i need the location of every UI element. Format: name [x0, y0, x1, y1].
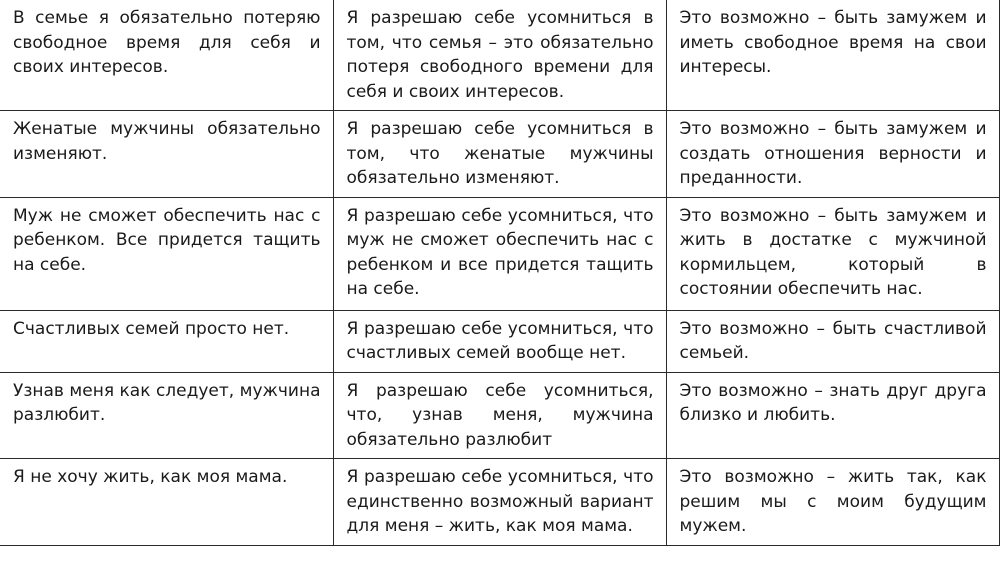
belief-cell: Счастливых семей просто нет. — [0, 310, 333, 372]
belief-cell: В семье я обязательно потеряю свободное время для себя и своих интересов. — [0, 0, 333, 111]
table-row — [0, 0, 999, 111]
belief-cell: Узнав меня как следует, мужчина разлюбит. — [0, 372, 333, 459]
doubt-cell: Я разрешаю себе усомниться в том, что семья – это обязательно потеря свободного времени для себя и своих интересов. — [333, 0, 666, 111]
belief-cell: Я не хочу жить, как моя мама. — [0, 459, 333, 546]
doubt-cell: Я разрешаю себе усомниться, что муж не сможет обеспечить нас с ребенком и все придется тащить на себе. — [333, 197, 666, 310]
belief-cell: Муж не сможет обеспечить нас с ребенком. Все придется тащить на себе. — [0, 197, 333, 310]
possibility-cell: Это возможно – жить так, как решим мы с моим будущим мужем. — [666, 459, 999, 546]
table-row — [0, 197, 999, 310]
possibility-cell: Это возможно – быть замужем и иметь свободное время на свои интересы. — [666, 0, 999, 111]
possibility-cell: Это возможно – быть замужем и жить в достатке с мужчиной кормильцем, который в состоянии обеспечить нас. — [666, 197, 999, 310]
doubt-cell: Я разрешаю себе усомниться, что единственно возможный вариант для меня – жить, как моя мама. — [333, 459, 666, 546]
table-row — [0, 372, 999, 459]
possibility-cell: Это возможно – знать друг друга близко и любить. — [666, 372, 999, 459]
doubt-cell: Я разрешаю себе усомниться, что счастливых семей вообще нет. — [333, 310, 666, 372]
table-row — [0, 111, 999, 198]
doubt-cell: Я разрешаю себе усомниться, что, узнав меня, мужчина обязательно разлюбит — [333, 372, 666, 459]
possibility-cell: Это возможно – быть счастливой семьей. — [666, 310, 999, 372]
belief-cell: Женатые мужчины обязательно изменяют. — [0, 111, 333, 198]
possibility-cell: Это возможно – быть замужем и создать отношения верности и преданности. — [666, 111, 999, 198]
table-row — [0, 459, 999, 546]
doubt-cell: Я разрешаю себе усомниться в том, что женатые мужчины обязательно изменяют. — [333, 111, 666, 198]
table-row — [0, 310, 999, 372]
